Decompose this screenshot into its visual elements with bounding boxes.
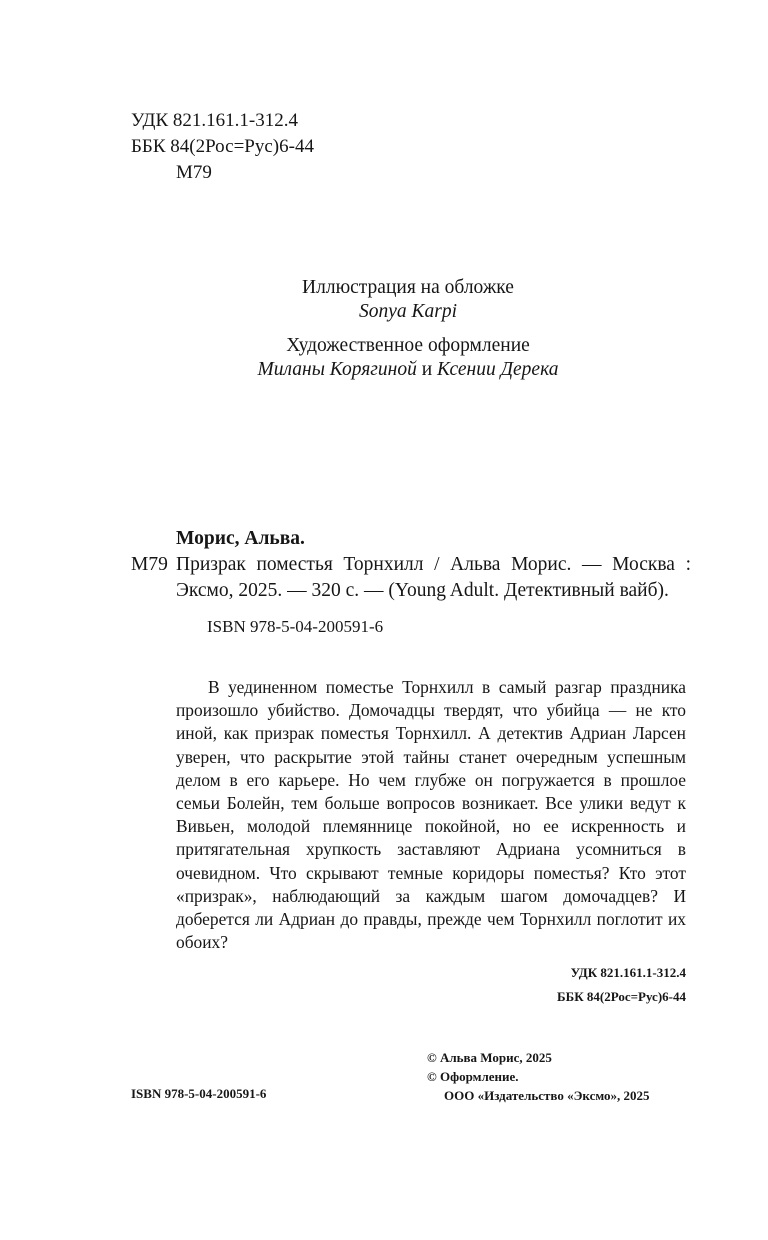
udk-code: УДК 821.161.1-312.4 — [131, 110, 298, 131]
copyright-block — [427, 1048, 650, 1105]
credits-block — [0, 276, 768, 382]
design-label: Художественное оформление — [286, 335, 530, 356]
record-code: М79 — [131, 554, 168, 575]
record-isbn: ISBN 978-5-04-200591-6 — [207, 617, 384, 636]
classification-block — [131, 108, 314, 186]
copyright-author: © Альва Морис, 2025 — [427, 1050, 552, 1065]
bbk-code: ББК 84(2Рос=Рус)6-44 — [131, 136, 314, 157]
isbn-bottom: ISBN 978-5-04-200591-6 — [131, 1086, 267, 1101]
illustration-label: Иллюстрация на обложке — [302, 277, 514, 298]
author-code: М79 — [176, 162, 212, 183]
bibliographic-record — [131, 526, 691, 640]
record-entry — [131, 552, 691, 604]
annotation — [176, 676, 686, 954]
record-author: Морис, Альва. — [176, 528, 305, 549]
indices-block — [557, 961, 686, 1009]
illustrator-name: Sonya Karpi — [358, 301, 458, 322]
designer-2: Ксении Дерека — [437, 359, 559, 380]
record-text: Призрак поместья Торнхилл / Альва Морис. — Москва : Эксмо, 2025. — 320 с. — (Young Adult. Детективный вайб). — [176, 554, 691, 601]
copyright-publisher: ООО «Издательство «Эксмо», 2025 — [444, 1088, 650, 1103]
designers-line — [0, 358, 768, 382]
copyright-design: © Оформление. — [427, 1069, 519, 1084]
index-bbk: ББК 84(2Рос=Рус)6-44 — [557, 989, 686, 1004]
conjunction: и — [421, 359, 433, 380]
index-udk: УДК 821.161.1-312.4 — [570, 965, 686, 980]
annotation-text: В уединенном поместье Торнхилл в самый разгар праздника произошло убийство. Домочадцы твердят, что убийца — не кто иной, как призрак поместья Торнхилл. А детектив Адриан Ларсен уверен, что раскрытие этой тайны станет очередным успешным делом в его карьере. Но чем глубже он погружается в прошлое семьи Болейн, тем больше вопросов возникает. Все улики ведут к Вивьен, молодой племяннице покойной, но ее искренность и притягательная хрупкость заставляют Адриана усомниться в очевидном. Что скрывают темные коридоры поместья? Кто этот «призрак», наблюдающий за каждым шагом домочадцев? И доберется ли Адриан до правды, прежде чем Торнхилл поглотит их обоих? — [176, 677, 686, 953]
designer-1: Миланы Корягиной — [257, 359, 417, 380]
